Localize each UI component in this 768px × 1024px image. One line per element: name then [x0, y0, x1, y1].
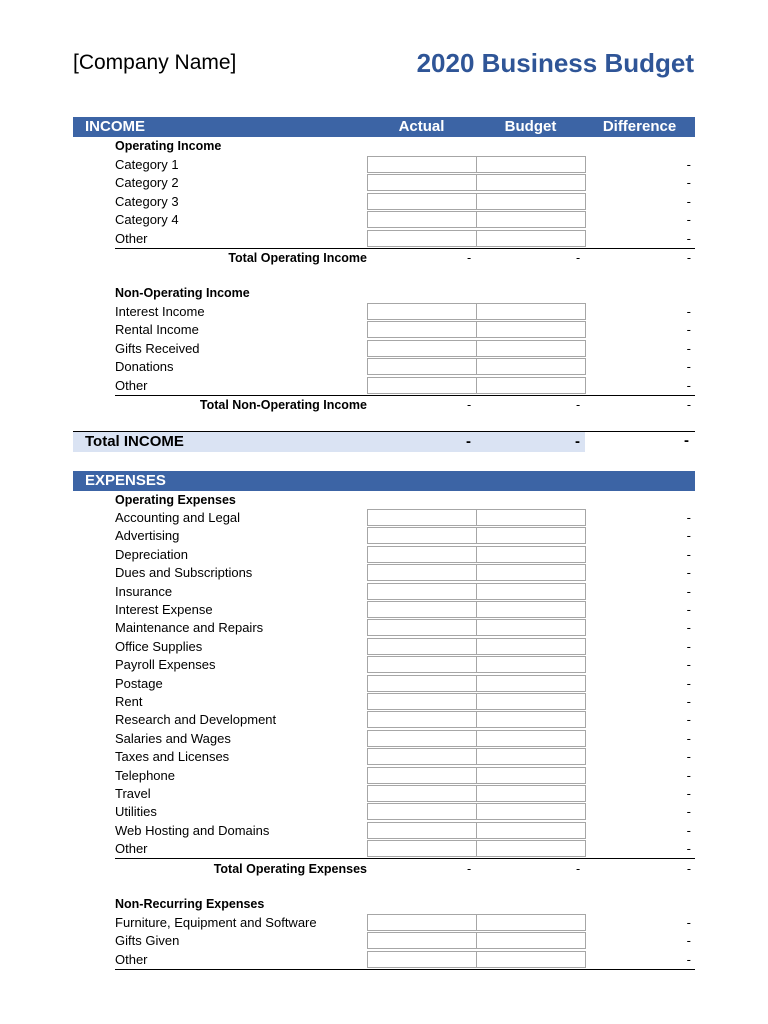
non-operating-income-heading: Non-Operating Income	[115, 286, 250, 300]
line-item-row	[115, 711, 695, 729]
page-title: 2020 Business Budget	[416, 48, 694, 78]
actual-input-cell[interactable]	[367, 509, 477, 526]
budget-input-cell[interactable]	[476, 675, 586, 692]
difference-value: -	[686, 675, 691, 691]
actual-input-cell[interactable]	[367, 583, 477, 600]
actual-input-cell[interactable]	[367, 675, 477, 692]
actual-input-cell[interactable]	[367, 693, 477, 710]
line-item-row	[115, 951, 695, 969]
line-item-row	[115, 730, 695, 748]
line-item-label: Research and Development	[115, 712, 277, 728]
line-item-label: Donations	[115, 359, 174, 375]
difference-value: -	[686, 804, 691, 820]
difference-value: -	[686, 340, 691, 356]
difference-value: -	[686, 304, 691, 319]
actual-input-cell[interactable]	[367, 564, 477, 581]
line-item-row	[115, 321, 695, 339]
actual-input-cell[interactable]	[367, 619, 477, 636]
line-item-row	[115, 619, 695, 637]
line-item-label: Other	[115, 377, 148, 393]
section-rule	[115, 969, 695, 970]
line-item-row	[115, 230, 695, 248]
line-item-label: Category 3	[115, 193, 179, 209]
line-item-label: Advertising	[115, 528, 180, 544]
column-budget: Budget	[504, 118, 557, 135]
difference-value: -	[686, 322, 691, 338]
actual-input-cell[interactable]	[367, 211, 477, 228]
difference-value: -	[686, 510, 691, 525]
line-item-label: Postage	[115, 675, 163, 691]
line-item-row	[115, 840, 695, 858]
budget-input-cell[interactable]	[476, 951, 586, 968]
line-item-label: Travel	[115, 786, 151, 801]
difference-value: -	[686, 730, 691, 746]
budget-input-cell[interactable]	[476, 656, 586, 673]
line-item-label: Payroll Expenses	[115, 657, 216, 673]
line-item-row	[115, 546, 695, 564]
difference-value: -	[686, 175, 691, 191]
total-budget-value: -	[576, 251, 581, 265]
actual-input-cell[interactable]	[367, 230, 477, 247]
line-item-row	[115, 211, 695, 229]
difference-value: -	[686, 822, 691, 838]
line-item-label: Salaries and Wages	[115, 730, 231, 746]
line-item-row	[115, 156, 695, 174]
budget-input-cell[interactable]	[476, 156, 586, 173]
total-operating-income-label: Total Operating Income	[228, 251, 367, 265]
difference-value: -	[686, 841, 691, 857]
budget-input-cell[interactable]	[476, 748, 586, 765]
budget-input-cell[interactable]	[476, 546, 586, 563]
actual-input-cell[interactable]	[367, 932, 477, 949]
expenses-label: EXPENSES	[85, 472, 166, 489]
budget-input-cell[interactable]	[476, 840, 586, 857]
difference-value: -	[686, 638, 691, 654]
company-name: [Company Name]	[73, 51, 237, 74]
line-item-label: Rental Income	[115, 322, 199, 338]
line-item-label: Rent	[115, 694, 143, 709]
total-income-budget: -	[575, 433, 580, 450]
budget-input-cell[interactable]	[476, 377, 586, 394]
budget-input-cell[interactable]	[476, 340, 586, 357]
difference-value: -	[686, 694, 691, 709]
actual-input-cell[interactable]	[367, 527, 477, 544]
difference-value: -	[686, 359, 691, 375]
non-recurring-expenses-heading: Non-Recurring Expenses	[115, 897, 265, 911]
total-income-row	[73, 432, 585, 452]
total-difference-value: -	[686, 251, 691, 265]
income-header-band	[73, 117, 695, 137]
budget-input-cell[interactable]	[476, 932, 586, 949]
total-income-actual: -	[466, 433, 471, 450]
line-item-row	[115, 785, 695, 803]
budget-input-cell[interactable]	[476, 527, 586, 544]
total-actual-value: -	[467, 862, 472, 876]
difference-value: -	[686, 602, 691, 617]
actual-input-cell[interactable]	[367, 914, 477, 931]
budget-input-cell[interactable]	[476, 303, 586, 320]
budget-input-cell[interactable]	[476, 767, 586, 784]
actual-input-cell[interactable]	[367, 377, 477, 394]
budget-input-cell[interactable]	[476, 914, 586, 931]
actual-input-cell[interactable]	[367, 767, 477, 784]
total-operating-expenses-row	[115, 860, 695, 878]
difference-value: -	[686, 620, 691, 636]
total-non-operating-income-label: Total Non-Operating Income	[199, 398, 367, 412]
budget-input-cell[interactable]	[476, 583, 586, 600]
difference-value: -	[686, 230, 691, 246]
line-item-row	[115, 932, 695, 950]
total-budget-value: -	[576, 398, 581, 412]
line-item-label: Other	[115, 230, 148, 246]
difference-value: -	[686, 712, 691, 728]
line-item-row	[115, 583, 695, 601]
difference-value: -	[686, 583, 691, 599]
actual-input-cell[interactable]	[367, 358, 477, 375]
difference-value: -	[686, 212, 691, 228]
actual-input-cell[interactable]	[367, 546, 477, 563]
budget-input-cell[interactable]	[476, 564, 586, 581]
line-item-row	[115, 564, 695, 582]
line-item-label: Other	[115, 841, 148, 857]
total-actual-value: -	[467, 251, 472, 265]
line-item-row	[115, 509, 695, 527]
line-item-row	[115, 803, 695, 821]
line-item-row	[115, 174, 695, 192]
line-item-row	[115, 914, 695, 932]
actual-input-cell[interactable]	[367, 803, 477, 820]
line-item-row	[115, 377, 695, 395]
line-item-label: Category 1	[115, 157, 179, 172]
difference-value: -	[686, 157, 691, 172]
line-item-label: Interest Expense	[115, 602, 213, 617]
difference-value: -	[686, 915, 691, 930]
total-operating-expenses-label: Total Operating Expenses	[213, 862, 367, 876]
line-item-row	[115, 358, 695, 376]
difference-value: -	[686, 546, 691, 562]
operating-income-heading: Operating Income	[115, 139, 222, 153]
column-actual: Actual	[398, 118, 445, 135]
actual-input-cell[interactable]	[367, 638, 477, 655]
actual-input-cell[interactable]	[367, 840, 477, 857]
expenses-header-band	[73, 471, 695, 491]
actual-input-cell[interactable]	[367, 303, 477, 320]
budget-input-cell[interactable]	[476, 601, 586, 618]
total-operating-income-row	[115, 249, 695, 267]
line-item-label: Furniture, Equipment and Software	[115, 915, 317, 930]
line-item-label: Depreciation	[115, 546, 188, 562]
operating-expenses-heading: Operating Expenses	[115, 493, 236, 507]
difference-value: -	[686, 749, 691, 765]
line-item-row	[115, 340, 695, 358]
total-income-label: Total INCOME	[85, 433, 184, 450]
budget-input-cell[interactable]	[476, 509, 586, 526]
line-item-row	[115, 767, 695, 785]
line-item-label: Category 2	[115, 175, 179, 191]
difference-value: -	[686, 528, 691, 544]
total-difference-value: -	[686, 862, 691, 876]
actual-input-cell[interactable]	[367, 785, 477, 802]
line-item-label: Interest Income	[115, 304, 205, 319]
column-difference: Difference	[602, 118, 677, 135]
difference-value: -	[686, 193, 691, 209]
line-item-label: Utilities	[115, 804, 157, 820]
actual-input-cell[interactable]	[367, 174, 477, 191]
line-item-row	[115, 748, 695, 766]
budget-input-cell[interactable]	[476, 730, 586, 747]
budget-input-cell[interactable]	[476, 638, 586, 655]
total-budget-value: -	[576, 862, 581, 876]
actual-input-cell[interactable]	[367, 340, 477, 357]
line-item-row	[115, 601, 695, 619]
difference-value: -	[686, 767, 691, 783]
line-item-label: Web Hosting and Domains	[115, 822, 270, 838]
line-item-label: Other	[115, 951, 148, 967]
difference-value: -	[686, 565, 691, 581]
budget-input-cell[interactable]	[476, 193, 586, 210]
actual-input-cell[interactable]	[367, 156, 477, 173]
actual-input-cell[interactable]	[367, 951, 477, 968]
line-item-label: Taxes and Licenses	[115, 749, 230, 765]
line-item-row	[115, 656, 695, 674]
line-item-label: Insurance	[115, 583, 173, 599]
budget-input-cell[interactable]	[476, 711, 586, 728]
budget-input-cell[interactable]	[476, 803, 586, 820]
line-item-label: Office Supplies	[115, 638, 203, 654]
total-actual-value: -	[467, 398, 472, 412]
budget-input-cell[interactable]	[476, 822, 586, 839]
actual-input-cell[interactable]	[367, 711, 477, 728]
budget-input-cell[interactable]	[476, 358, 586, 375]
actual-input-cell[interactable]	[367, 730, 477, 747]
difference-value: -	[686, 951, 691, 967]
budget-input-cell[interactable]	[476, 211, 586, 228]
actual-input-cell[interactable]	[367, 748, 477, 765]
budget-input-cell[interactable]	[476, 785, 586, 802]
line-item-row	[115, 527, 695, 545]
line-item-row	[115, 675, 695, 693]
budget-input-cell[interactable]	[476, 619, 586, 636]
line-item-label: Dues and Subscriptions	[115, 565, 253, 581]
line-item-row	[115, 193, 695, 211]
line-item-label: Telephone	[115, 767, 175, 783]
line-item-row	[115, 822, 695, 840]
line-item-label: Gifts Received	[115, 340, 200, 356]
line-item-label: Accounting and Legal	[115, 510, 241, 525]
line-item-row	[115, 693, 695, 711]
total-difference-value: -	[686, 398, 691, 412]
actual-input-cell[interactable]	[367, 193, 477, 210]
line-item-label: Maintenance and Repairs	[115, 620, 264, 636]
difference-value: -	[686, 933, 691, 949]
budget-input-cell[interactable]	[476, 174, 586, 191]
line-item-row	[115, 303, 695, 321]
budget-input-cell[interactable]	[476, 321, 586, 338]
difference-value: -	[686, 377, 691, 393]
actual-input-cell[interactable]	[367, 601, 477, 618]
actual-input-cell[interactable]	[367, 321, 477, 338]
line-item-label: Gifts Given	[115, 933, 180, 949]
difference-value: -	[686, 657, 691, 673]
difference-value: -	[686, 786, 691, 801]
budget-input-cell[interactable]	[476, 693, 586, 710]
total-income-difference: -	[684, 432, 689, 449]
total-non-operating-income-row	[115, 396, 695, 414]
line-item-label: Category 4	[115, 212, 179, 228]
income-label: INCOME	[85, 118, 145, 135]
actual-input-cell[interactable]	[367, 822, 477, 839]
budget-input-cell[interactable]	[476, 230, 586, 247]
actual-input-cell[interactable]	[367, 656, 477, 673]
line-item-row	[115, 638, 695, 656]
